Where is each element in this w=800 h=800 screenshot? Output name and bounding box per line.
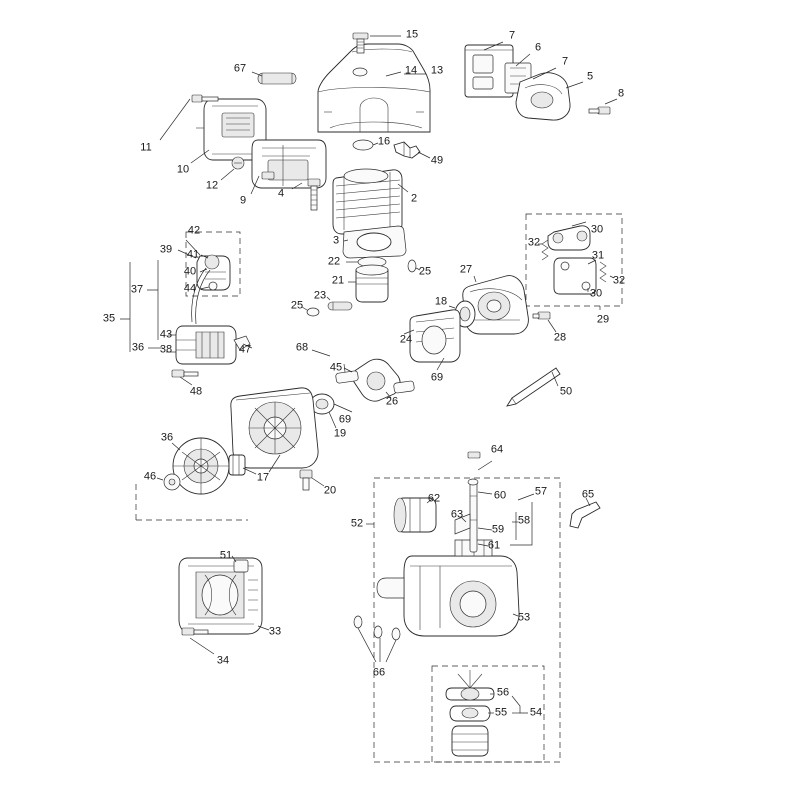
callout-69b: 69 [338, 413, 352, 426]
callout-26: 26 [385, 395, 399, 408]
callout-60: 60 [493, 489, 507, 502]
callout-45: 45 [329, 361, 343, 374]
part-crankcase-24 [410, 310, 460, 362]
callout-22: 22 [327, 255, 341, 268]
part-clip-25b [307, 308, 319, 316]
part-spark-plug-49 [394, 142, 420, 158]
callout-55: 55 [494, 706, 508, 719]
part-screw-9 [262, 172, 274, 179]
part-crankshaft-26 [335, 359, 414, 401]
callout-24: 24 [399, 333, 413, 346]
callout-66: 66 [372, 666, 386, 679]
callout-53: 53 [517, 611, 531, 624]
part-starter-housing-33 [179, 558, 262, 634]
callout-36: 36 [131, 341, 145, 354]
callout-63: 63 [450, 508, 464, 521]
callout-36b: 36 [160, 431, 174, 444]
callout-21: 21 [331, 274, 345, 287]
callout-62: 62 [427, 492, 441, 505]
part-cylinder-2 [333, 169, 402, 234]
callout-61: 61 [487, 539, 501, 552]
callout-25b: 25 [290, 299, 304, 312]
part-nut-46 [164, 474, 180, 490]
part-screw-12 [232, 157, 244, 169]
callout-31: 31 [591, 249, 605, 262]
callout-56: 56 [496, 686, 510, 699]
callout-40: 40 [183, 265, 197, 278]
callout-30b: 30 [589, 287, 603, 300]
callout-33: 33 [268, 625, 282, 638]
callout-6: 6 [534, 41, 542, 54]
callout-10: 10 [176, 163, 190, 176]
callout-17: 17 [256, 471, 270, 484]
part-screw-4b [308, 179, 320, 210]
callout-57: 57 [534, 485, 548, 498]
callout-9: 9 [239, 194, 247, 207]
callout-7: 7 [508, 29, 516, 42]
callout-32b: 32 [612, 274, 626, 287]
callout-51: 51 [219, 549, 233, 562]
callout-23: 23 [313, 289, 327, 302]
callout-58: 58 [517, 514, 531, 527]
part-throttle-housing-53 [377, 540, 519, 636]
callout-13: 13 [430, 64, 444, 77]
callout-19: 19 [333, 427, 347, 440]
callout-69: 69 [430, 371, 444, 384]
callout-11: 11 [140, 141, 152, 154]
part-pawl-assembly [526, 214, 622, 306]
part-screw-64 [468, 452, 480, 458]
callout-29: 29 [596, 313, 610, 326]
callout-16: 16 [377, 135, 391, 148]
part-gasket-3 [343, 226, 406, 258]
part-cylinder-cover [318, 44, 430, 132]
callout-4: 4 [277, 187, 285, 200]
part-screw-8 [589, 107, 610, 114]
callout-54: 54 [529, 706, 543, 719]
callout-5: 5 [586, 70, 594, 83]
callout-67: 67 [233, 62, 247, 75]
callout-8: 8 [617, 87, 625, 100]
callout-15: 15 [405, 28, 419, 41]
callout-65: 65 [581, 488, 595, 501]
callout-34: 34 [216, 654, 230, 667]
part-piston-pin-23 [328, 302, 352, 310]
callout-47: 47 [238, 343, 252, 356]
callout-18: 18 [434, 295, 448, 308]
part-bolt-11 [192, 95, 218, 102]
part-screw-20 [300, 470, 312, 490]
callout-42: 42 [187, 224, 201, 237]
callout-35: 35 [102, 312, 116, 325]
callout-12: 12 [205, 179, 219, 192]
callout-50: 50 [559, 385, 573, 398]
callout-41: 41 [186, 248, 200, 261]
callout-25: 25 [418, 265, 432, 278]
callout-43: 43 [159, 328, 173, 341]
callout-28: 28 [553, 331, 567, 344]
callout-52: 52 [350, 517, 364, 530]
part-piston-21 [356, 265, 388, 302]
callout-48: 48 [189, 385, 203, 398]
callout-46: 46 [143, 470, 157, 483]
part-tool-50 [507, 368, 560, 406]
callout-27: 27 [459, 263, 473, 276]
callout-20: 20 [323, 484, 337, 497]
callout-64: 64 [490, 443, 504, 456]
callout-7b: 7 [561, 55, 569, 68]
callout-30: 30 [590, 223, 604, 236]
callout-37: 37 [130, 283, 144, 296]
callout-44: 44 [183, 282, 197, 295]
callout-39: 39 [159, 243, 173, 256]
part-screw-28 [533, 312, 550, 319]
part-cutter-head [432, 666, 544, 762]
part-tube-67 [258, 73, 296, 84]
callout-38: 38 [159, 343, 173, 356]
callout-3: 3 [332, 234, 340, 247]
callout-14: 14 [404, 64, 418, 77]
callout-32: 32 [527, 236, 541, 249]
callout-68: 68 [295, 341, 309, 354]
callout-49: 49 [430, 154, 444, 167]
part-pins-66 [354, 616, 400, 640]
part-clip-25 [408, 260, 416, 272]
callout-59: 59 [491, 523, 505, 536]
part-wrench-65 [570, 502, 600, 528]
callout-2: 2 [410, 192, 418, 205]
part-ring-16 [353, 140, 373, 150]
